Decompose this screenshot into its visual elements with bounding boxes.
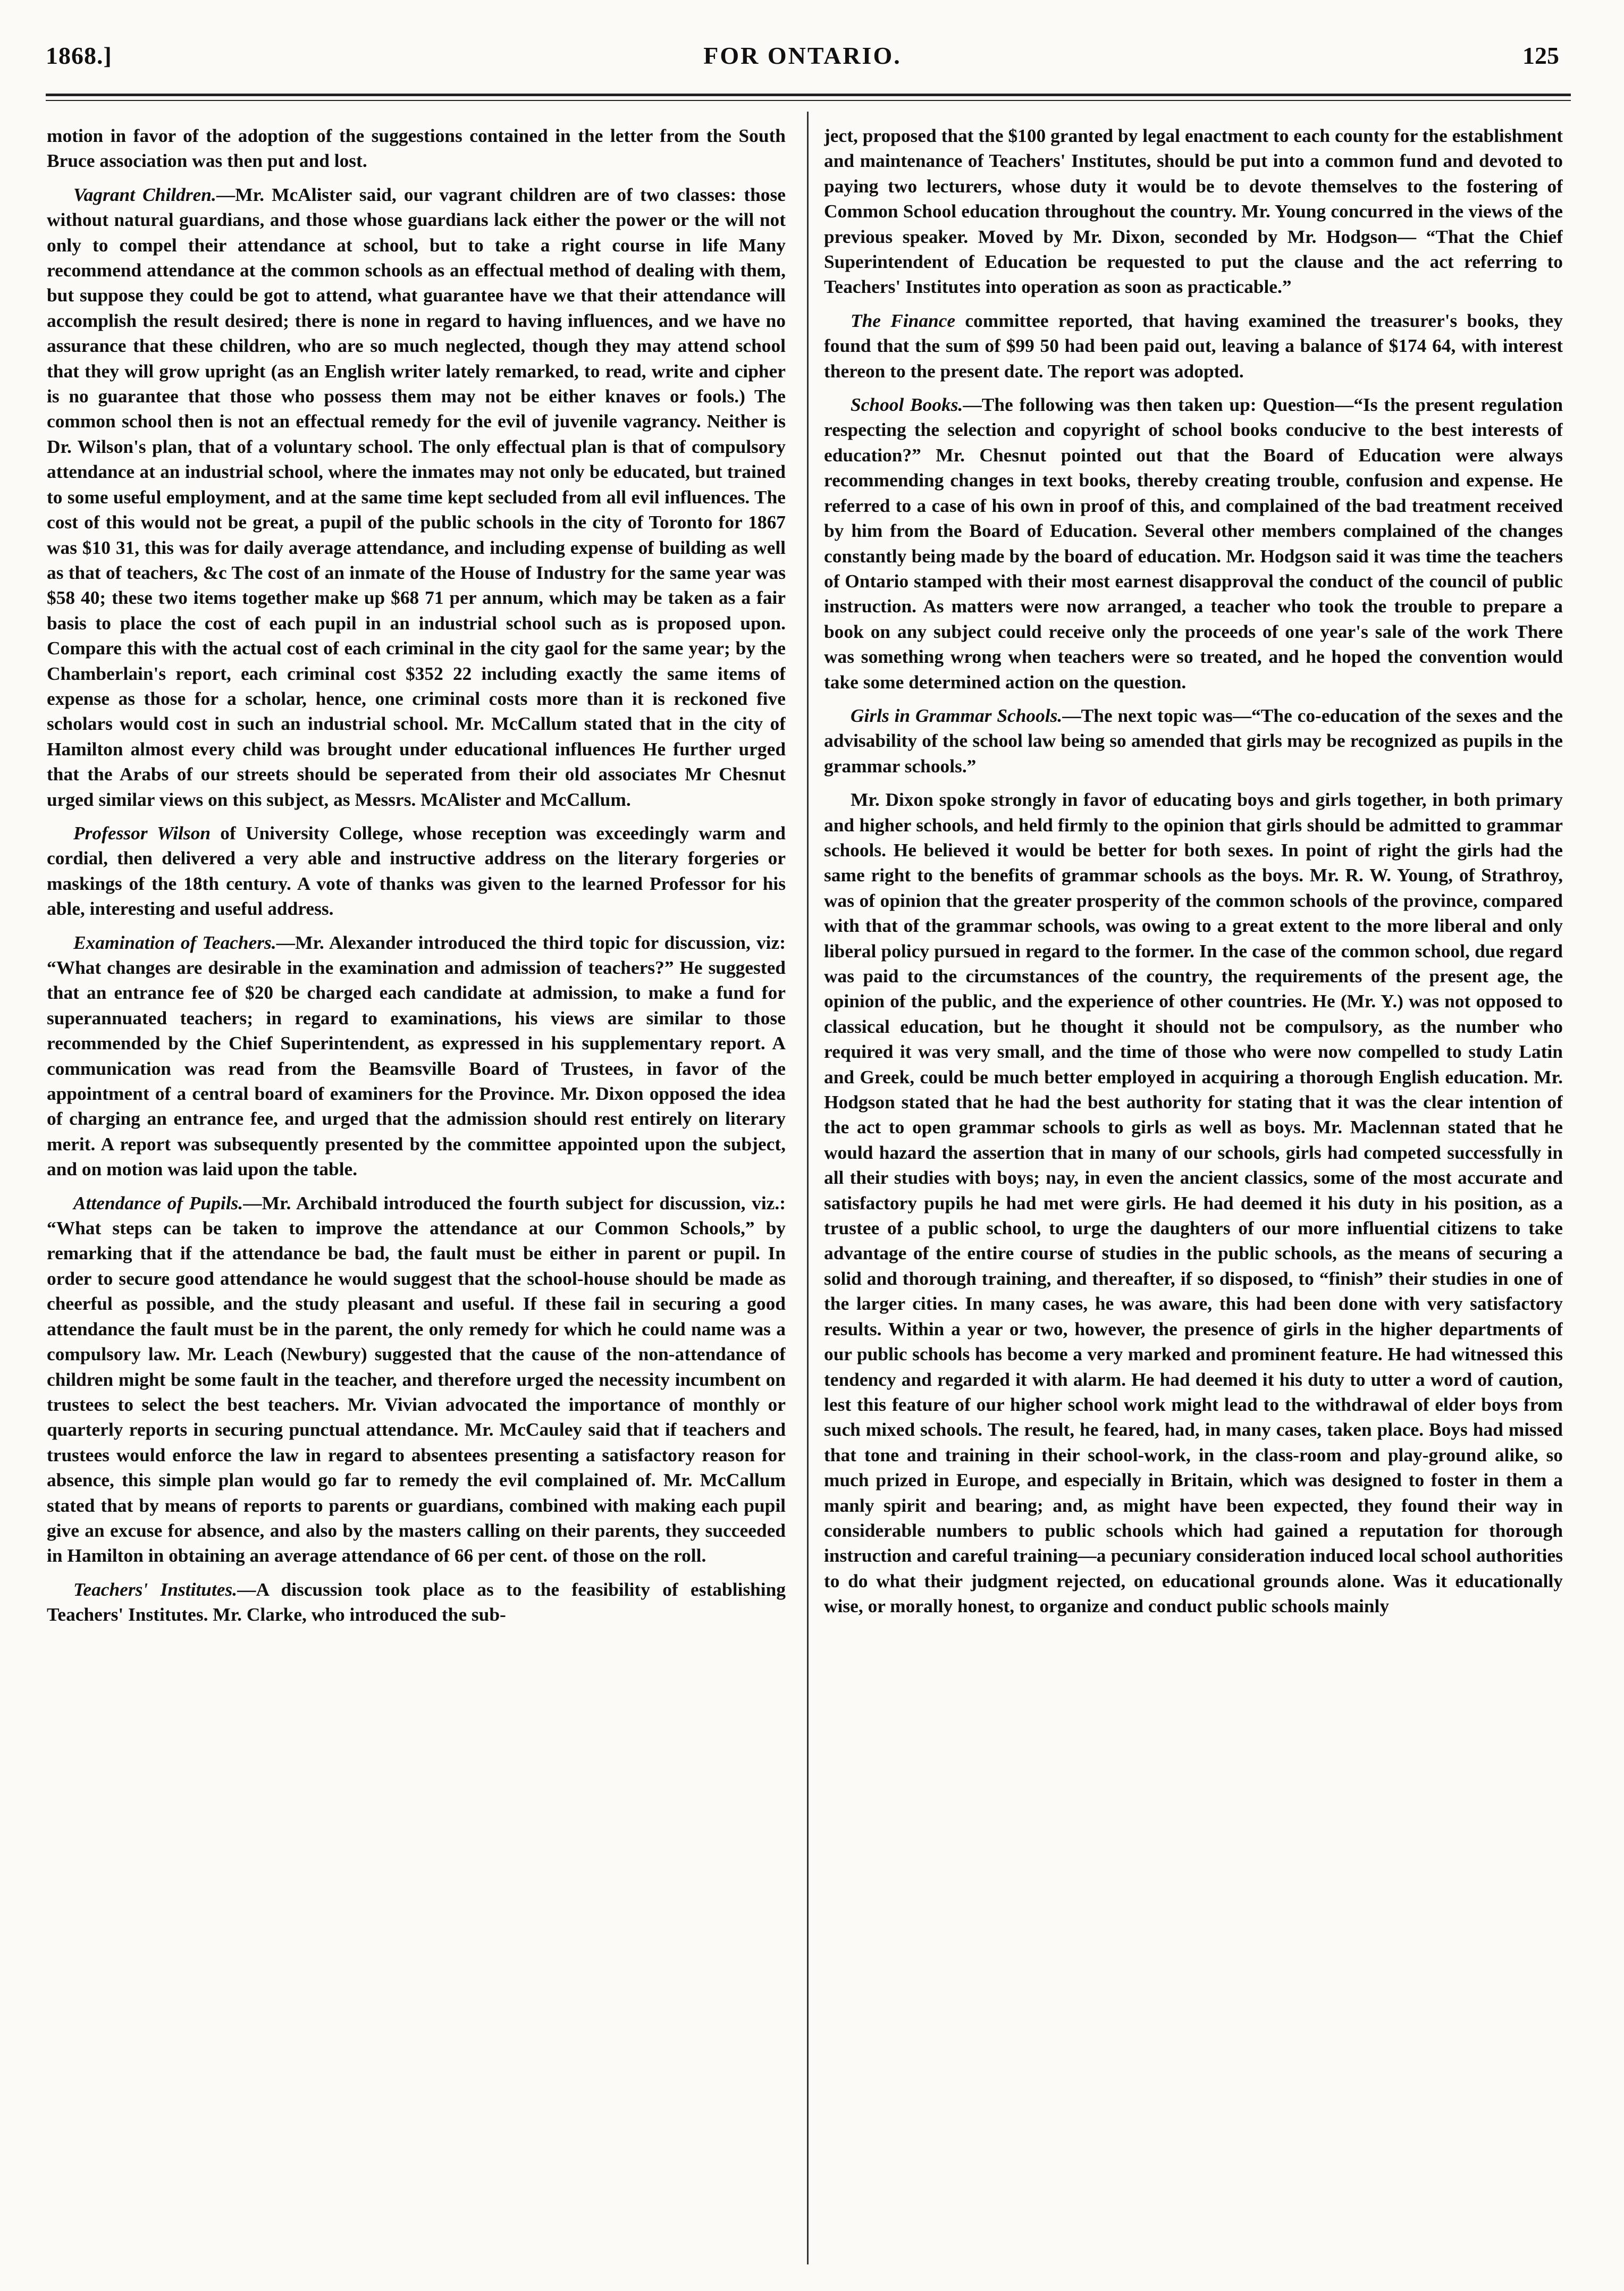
paragraph-body: —A discussion took place as to the feasibility of establishing Teachers' Institutes. Mr. Clarke, who introduced the sub- bbox=[47, 1578, 786, 1625]
header-title: FOR ONTARIO. bbox=[703, 42, 902, 69]
paragraph-professor-wilson bbox=[47, 821, 786, 922]
column-divider bbox=[807, 112, 809, 2264]
paragraph-girls-in-grammar-schools bbox=[824, 703, 1563, 779]
section-heading-school-books: School Books. bbox=[851, 394, 963, 416]
right-column bbox=[824, 123, 1563, 2260]
section-heading-finance: The Finance bbox=[851, 309, 956, 331]
paragraph-teachers-institutes bbox=[47, 1577, 786, 1628]
section-heading-girls-in-grammar-schools: Girls in Grammar Schools. bbox=[851, 704, 1063, 726]
header-rule-thin bbox=[46, 100, 1571, 101]
page-number: 125 bbox=[1522, 42, 1559, 69]
paragraph-body: —The next topic was—“The co-education of the sexes and the advisability of the school law being so amended that girls may be recognized as pupils in the grammar schools.” bbox=[824, 704, 1563, 777]
header-year: 1868.] bbox=[46, 42, 112, 69]
paragraph-vagrant-children bbox=[47, 182, 786, 812]
section-heading-attendance-of-pupils: Attendance of Pupils. bbox=[73, 1192, 243, 1214]
paragraph-dixon-coeducation: Mr. Dixon spoke strongly in favor of educating boys and girls together, in both primary and higher schools, and held firmly to the opinion that girls should be admitted to grammar schools. He believed it would be better for both sexes. In point of right the girls had the same right to the benefits of grammar schools as the boys. Mr. R. W. Young, of Strathroy, was of opinion that the greater prosperity of the common schools of the province, compared with that of the grammar schools, was owing to a great extent to the more liberal and only liberal policy pursued in regard to the former. In the case of the common school, due regard was paid to the circumstances of the country, the requirements of the present age, the opinion of the public, and the experience of other countries. He (Mr. Y.) was not opposed to classical education, but he thought it should not be compulsory, as the number who required it was very small, and the time of those who were now compelled to study Latin and Greek, could be much better employed in acquiring a thorough English education. Mr. Hodgson stated that he had the best authority for stating that it was the clear intention of the act to open grammar schools to girls as well as boys. Mr. Maclennan stated that he would hazard the assertion that in many of our schools, girls had competed successfully in all their studies with boys; nay, in even the ancient classics, some of the most accurate and satisfactory pupils he had met were girls. He had deemed it his duty in his position, as a trustee of a public school, to urge the daughters of our more influential citizens to take advantage of the entire course of studies in the public schools, as the means of securing a solid and thorough training, and thereafter, if so disposed, to “finish” their studies in one of the larger cities. In many cases, he was aware, this had been done with very satisfactory results. Within a year or two, however, the presence of girls in the higher departments of our public schools has become a very marked and prominent feature. He had witnessed this tendency and regarded it with alarm. He had deemed it his duty to utter a word of caution, lest this feature of our higher school work might lead to the withdrawal of elder boys from such mixed schools. The result, he feared, had, in many cases, taken place. Boys had missed that tone and training in their school-work, in the class-room and play-ground alike, so much prized in Europe, and especially in Britain, which was designed to foster in them a manly spirit and bearing; and, as might have been expected, they found their way in considerable numbers to public schools which had gained a reputation for thorough instruction and careful training—a pecuniary consideration induced local school authorities to do what their judgment rejected, on educational grounds alone. Was it educationally wise, or morally honest, to organize and conduct public schools mainly bbox=[824, 789, 1563, 1617]
paragraph-south-bruce-motion: motion in favor of the adoption of the suggestions contained in the letter from the South Bruce association was then put and lost. bbox=[47, 125, 786, 172]
left-column bbox=[47, 123, 786, 2260]
paragraph-body: —The following was then taken up: Question—“Is the present regulation respecting the selection and copyright of school books conducive to the best interests of education?” Mr. Chesnut pointed out that the Board of Education were always recommending changes in text books, thereby creating trouble, confusion and expense. He referred to a case of his own in proof of this, and complained of the bad treatment received by him from the Board of Education. Several other members complained of the changes constantly being made by the board of education. Mr. Hodgson said it was time the teachers of Ontario stamped with their most earnest disapproval the conduct of the council of public instruction. As matters were now arranged, a teacher who took the trouble to prepare a book on any subject could receive only the proceeds of one year's sale of the work There was something wrong when teachers were so treated, and he hoped the convention would take some determined action on the question. bbox=[824, 394, 1563, 693]
header-rule-thick bbox=[46, 94, 1571, 96]
paragraph-examination-of-teachers bbox=[47, 930, 786, 1182]
page-header bbox=[46, 41, 1559, 80]
paragraph-finance-committee bbox=[824, 308, 1563, 384]
paragraph-body: committee reported, that having examined the treasurer's books, they found that the sum of $99 50 had been paid out, leaving a balance of $174 64, with interest thereon to the present date. The report was adopted. bbox=[824, 309, 1563, 382]
section-heading-professor-wilson: Professor Wilson bbox=[73, 822, 211, 844]
paragraph-body: —Mr. Alexander introduced the third topic for discussion, viz: “What changes are desirable in the examination and admission of teachers?” He suggested that an entrance fee of $20 be charged each candidate at admission, to make a fund for superannuated teachers; in regard to examinations, his views are similar to those recommended by the Chief Superintendent, as expressed in his supplementary report. A communication was read from the Beamsville Board of Trustees, in favor of the appointment of a central board of examiners for the Province. Mr. Dixon opposed the idea of charging an entrance fee, and urged that the admission should rest entirely on literary merit. A report was subsequently presented by the committee appointed upon the subject, and on motion was laid upon the table. bbox=[47, 931, 786, 1180]
paragraph-body: —Mr. Archibald introduced the fourth subject for discussion, viz.: “What steps can be taken to improve the attendance at our Common Schools,” by remarking that if the attendance be bad, the fault must be either in parent or pupil. In order to secure good attendance he would suggest that the school-house should be made as cheerful as possible, and the study pleasant and useful. If these fail in securing a good attendance the fault must be in the parent, the only remedy for which he could name was a compulsory law. Mr. Leach (Newbury) suggested that the cause of the non-attendance of children might be some fault in the teacher, and therefore urged the necessity incumbent on trustees to select the best teachers. Mr. Vivian advocated the importance of monthly or quarterly reports in securing punctual attendance. Mr. McCauley said that if teachers and trustees would enforce the law in regard to absentees presenting a satisfactory reason for absence, this simple plan would go far to remedy the evil complained of. Mr. McCallum stated that by means of reports to parents or guardians, combined with making each pupil give an excuse for absence, and also by the masters calling on their parents, they succeeded in Hamilton in obtaining an average attendance of 66 per cent. of those on the roll. bbox=[47, 1192, 786, 1566]
paragraph-body: —Mr. McAlister said, our vagrant children are of two classes: those without natural guardians, and those whose guardians lack either the power or the will not only to compel their attendance at school, but to take a right course in life Many recommend attendance at the common schools as an effectual method of dealing with them, but suppose they could be got to attend, what guarantee have we that their attendance will accomplish the result desired; there is none in regard to having influences, and we have no assurance that these children, who are so much neglected, though they may attend school that they will grow upright (as an English writer lately remarked, to read, write and cipher is no guarantee that those who possess them may not be either knaves or fools.) The common school then is not an effectual remedy for the evil of juvenile vagrancy. Neither is Dr. Wilson's plan, that of a voluntary school. The only effectual plan is that of compulsory attendance at an industrial school, where the inmates may not only be educated, but trained to some useful employment, and at the same time kept secluded from all evil influences. The cost of this would not be great, a pupil of the public schools in the city of Toronto for 1867 was $10 31, this was for daily average attendance, and including expense of building as well as that of teachers, &c The cost of an inmate of the House of Industry for the same year was $58 40; these two items together make up $68 71 per annum, which may be taken as a fair basis to place the cost of each pupil in an industrial school such as is proposed upon. Compare this with the actual cost of each criminal in the city gaol for the same year; by the Chamberlain's report, each criminal cost $352 22 including exactly the same items of expense as those for a scholar, hence, one criminal costs more than it is reckoned five scholars would cost in such an industrial school. Mr. McCallum stated that in the city of Hamilton almost every child was brought under educational influences He further urged that the Arabs of our streets should be seperated from their old associates Mr Chesnut urged similar views on this subject, as Messrs. McAlister and McCallum. bbox=[47, 183, 786, 810]
section-heading-vagrant-children: Vagrant Children. bbox=[73, 183, 216, 205]
section-heading-teachers-institutes: Teachers' Institutes. bbox=[73, 1578, 238, 1600]
paragraph-school-books bbox=[824, 392, 1563, 695]
paragraph-teachers-institutes-continued: ject, proposed that the $100 granted by legal enactment to each county for the establishment and maintenance of Teachers' Institutes, should be put into a common fund and devoted to paying two lecturers, whose duty it would be to devote themselves to the fostering of Common School education throughout the country. Mr. Young concurred in the views of the previous speaker. Moved by Mr. Dixon, seconded by Mr. Hodgson— “That the Chief Superintendent of Education be requested to put the clause and the act referring to Teachers' Institutes into operation as soon as practicable.” bbox=[824, 125, 1563, 298]
paragraph-body: of University College, whose reception was exceedingly warm and cordial, then delivered a very able and instructive address on the literary forgeries or maskings of the 18th century. A vote of thanks was given to the learned Professor for his able, interesting and useful address. bbox=[47, 822, 786, 920]
section-heading-examination-of-teachers: Examination of Teachers. bbox=[73, 931, 276, 953]
paragraph-attendance-of-pupils bbox=[47, 1191, 786, 1569]
